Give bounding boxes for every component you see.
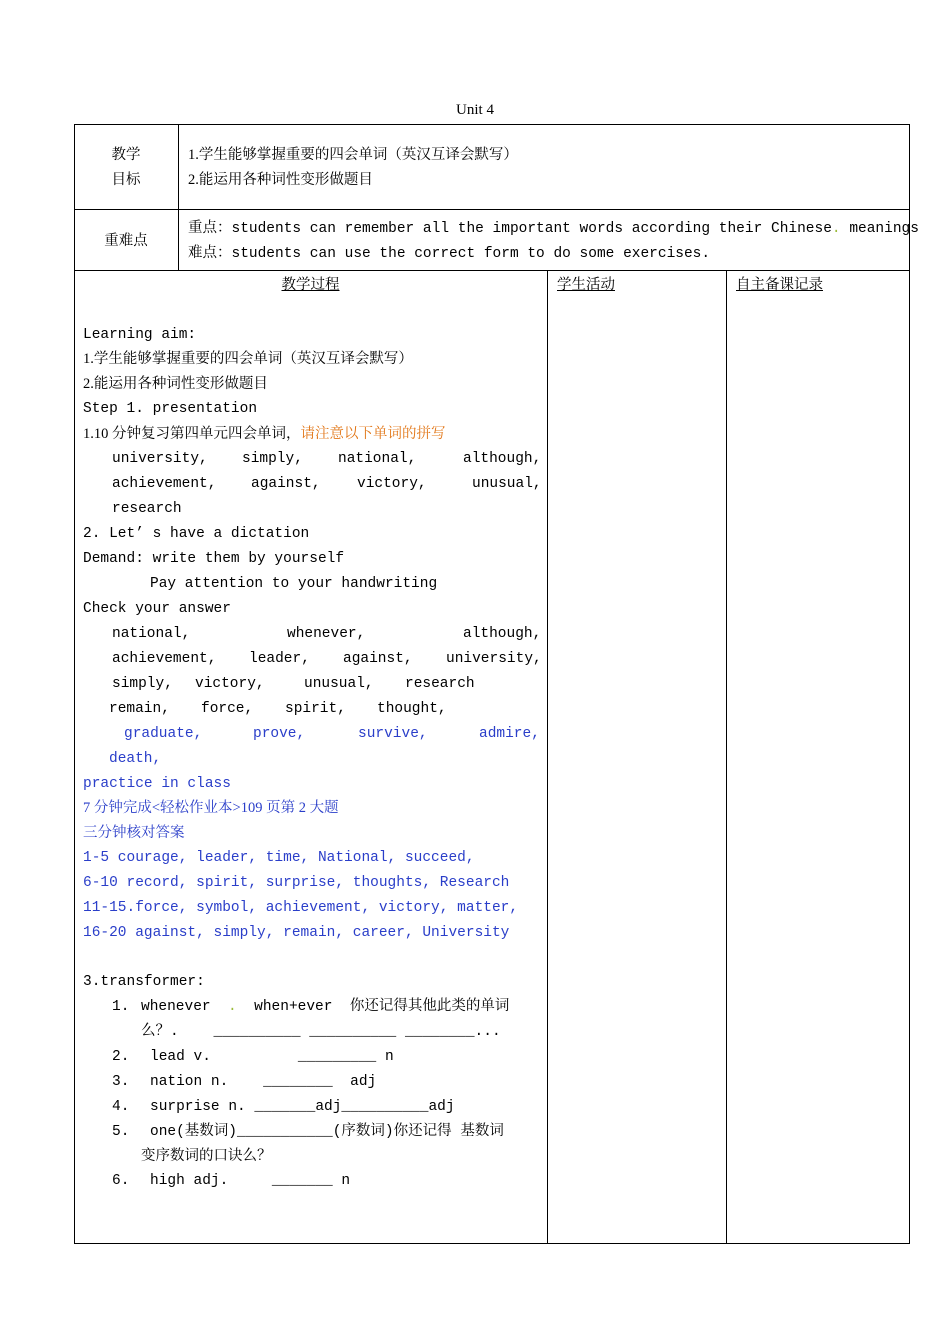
transform-item-5: one(基数词)___________(序数词)你还记得 基数词 — [150, 1124, 504, 1140]
demand-line-1: Demand: write them by yourself — [83, 551, 345, 567]
spell-word: against, — [251, 476, 321, 492]
spell-word: although, — [463, 451, 542, 467]
spelling-note: 请注意以下单词的拼写 — [300, 426, 446, 442]
item-number: 3. — [112, 1074, 130, 1090]
transformer-heading: 3.transformer: — [83, 974, 205, 990]
transform-item-6: high adj. _______ n — [150, 1173, 351, 1189]
answer-word: prove, — [253, 726, 306, 742]
transform-item-5-cont: 变序数词的口诀么？ — [141, 1148, 272, 1164]
transform-hint: when+ever 你还记得其他此类的单词 — [254, 999, 510, 1015]
practice-task: 7 分钟完成<轻松作业本>109 页第 2 大题 — [83, 800, 339, 816]
item-number: 6. — [112, 1173, 130, 1189]
answer-word: victory, — [195, 676, 265, 692]
answer-word: simply, — [112, 676, 173, 692]
column-header-process: 教学过程 — [281, 277, 340, 293]
answer-word: university, — [446, 651, 542, 667]
spell-word: achievement, — [112, 476, 217, 492]
answer-word: spirit, — [285, 701, 346, 717]
notes-column-divider — [726, 270, 727, 1244]
review-text: 1.10 分钟复习第四单元四会单词， — [83, 426, 301, 442]
aim-heading: Learning aim: — [83, 327, 197, 343]
key-point-focus — [188, 219, 919, 239]
answer-word: although, — [463, 626, 542, 642]
answer-word: thought, — [377, 701, 447, 717]
spell-word: university, — [112, 451, 208, 467]
demand-line-2: Pay attention to your handwriting — [150, 576, 438, 592]
answer-word: unusual, — [304, 676, 374, 692]
label-column-divider — [178, 124, 179, 271]
key-point-difficulty: 难点：students can use the correct form to do some exercises. — [188, 246, 711, 262]
transform-item-3: nation n. ________ adj — [150, 1074, 377, 1090]
column-header-student: 学生活动 — [557, 277, 615, 293]
transform-word: whenever — [141, 999, 211, 1015]
objectives-label-1: 教学 — [111, 147, 141, 163]
item-number: 1. — [112, 999, 130, 1015]
column-header-notes: 自主备课记录 — [736, 277, 823, 293]
row-divider-1 — [74, 209, 910, 210]
focus-tail: meanings — [849, 221, 919, 237]
spell-word: national, — [338, 451, 417, 467]
item-number: 2. — [112, 1049, 130, 1065]
step-1-heading: Step 1. presentation — [83, 401, 258, 417]
objective-item-1: 1.学生能够掌握重要的四会单词（英汉互译会默写） — [188, 147, 518, 163]
answer-key-2: 6-10 record, spirit, surprise, thoughts, Research — [83, 875, 510, 891]
answer-word: death, — [109, 751, 162, 767]
answer-word: achievement, — [112, 651, 217, 667]
practice-heading: practice in class — [83, 776, 231, 792]
answer-key-4: 16-20 against, simply, remain, career, University — [83, 925, 510, 941]
spelling-mark-icon: . — [228, 999, 237, 1015]
key-points-label: 重难点 — [104, 233, 148, 249]
spell-word: victory, — [357, 476, 427, 492]
row-divider-2 — [74, 270, 910, 271]
check-time: 三分钟核对答案 — [83, 825, 185, 841]
objective-item-2: 2.能运用各种词性变形做题目 — [188, 172, 373, 188]
answer-word: whenever, — [287, 626, 366, 642]
answer-word: force, — [201, 701, 254, 717]
answer-word: against, — [343, 651, 413, 667]
aim-2: 2.能运用各种词性变形做题目 — [83, 376, 268, 392]
review-instruction — [83, 424, 446, 444]
transform-item-1 — [141, 997, 509, 1017]
answer-word: graduate, — [124, 726, 203, 742]
spell-word: research — [112, 501, 182, 517]
transform-item-4: surprise n. _______adj__________adj — [150, 1099, 455, 1115]
answer-key-3: 11-15.force, symbol, achievement, victory, matter, — [83, 900, 519, 916]
transform-item-1-blanks: 么？. __________ __________ ________... — [141, 1024, 501, 1040]
spell-word: unusual, — [472, 476, 542, 492]
answer-word: admire, — [479, 726, 540, 742]
aim-1: 1.学生能够掌握重要的四会单词（英汉互译会默写） — [83, 351, 413, 367]
answer-word: research — [405, 676, 475, 692]
spell-word: simply, — [242, 451, 303, 467]
answer-word: survive, — [358, 726, 428, 742]
answer-word: remain, — [109, 701, 170, 717]
dictation-heading: 2. Let’ s have a dictation — [83, 526, 310, 542]
spelling-mark-icon: . — [831, 221, 841, 237]
student-column-divider — [547, 270, 548, 1244]
focus-text: 重点：students can remember all the important words according their Chinese — [188, 221, 832, 237]
check-answer-heading: Check your answer — [83, 601, 231, 617]
objectives-label-2: 目标 — [111, 172, 141, 188]
answer-word: national, — [112, 626, 191, 642]
answer-word: leader, — [249, 651, 310, 667]
item-number: 4. — [112, 1099, 130, 1115]
transform-item-2: lead v. _________ n — [150, 1049, 394, 1065]
page-title: Unit 4 — [456, 102, 494, 118]
answer-key-1: 1-5 courage, leader, time, National, succeed, — [83, 850, 475, 866]
item-number: 5. — [112, 1124, 130, 1140]
